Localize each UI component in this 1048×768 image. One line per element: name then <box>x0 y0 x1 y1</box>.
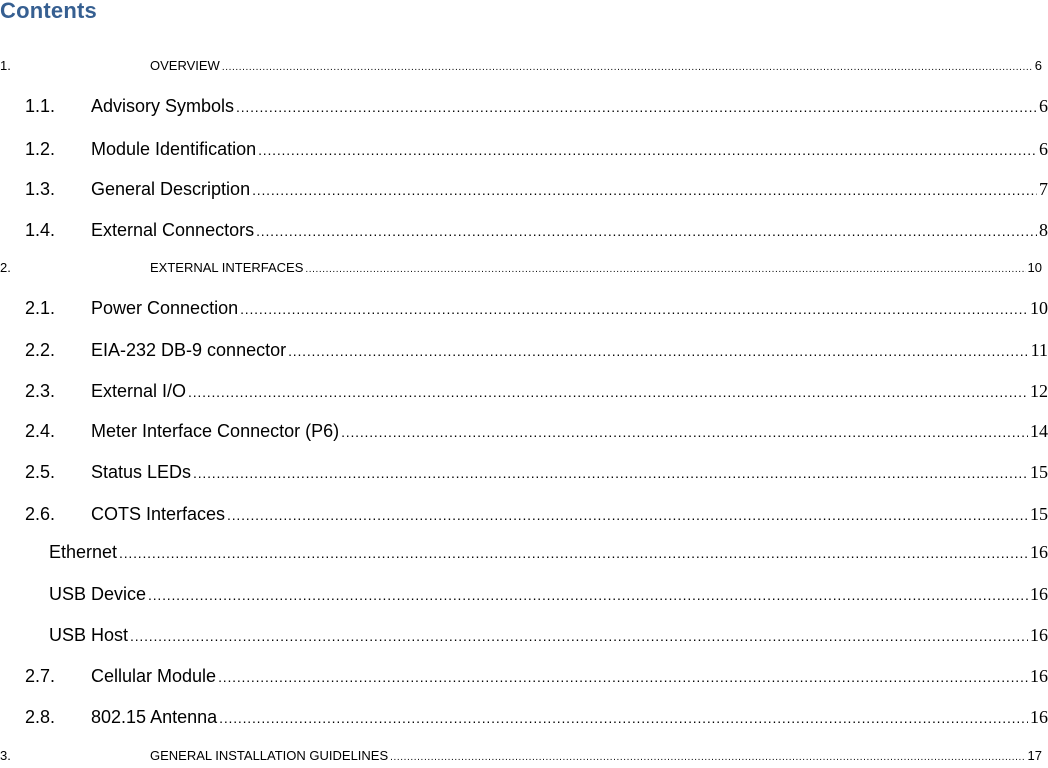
dot-leader <box>188 384 1028 400</box>
dot-leader <box>119 545 1028 561</box>
toc-entry-number: 2.3. <box>25 381 56 401</box>
dot-leader <box>252 182 1037 198</box>
toc-entry[interactable] <box>0 666 1048 692</box>
dot-leader <box>227 507 1028 523</box>
toc-entry-title: OVERVIEW <box>150 58 220 73</box>
toc-entry[interactable] <box>0 462 1048 488</box>
toc-entry-title: External I/O <box>91 381 187 401</box>
toc-entry-number: 1. <box>0 58 11 73</box>
toc-entry[interactable] <box>0 748 1048 768</box>
toc-entry-number: 2.4. <box>25 421 56 441</box>
toc-entry-page-number: 12 <box>1030 381 1048 401</box>
toc-entry[interactable] <box>0 707 1048 733</box>
toc-entry-title: General Description <box>91 179 251 199</box>
dot-leader <box>305 264 1025 275</box>
dot-leader <box>193 465 1028 481</box>
toc-entry[interactable] <box>0 542 1048 568</box>
toc-entry-title: 802.15 Antenna <box>91 707 218 727</box>
toc-entry-page-number: 17 <box>1027 748 1042 763</box>
toc-entry-title: Meter Interface Connector (P6) <box>91 421 340 441</box>
toc-entry[interactable] <box>0 139 1048 165</box>
toc-entry-number: 2.6. <box>25 504 56 524</box>
toc-entry-number: 2.7. <box>25 666 56 686</box>
toc-entry[interactable] <box>0 220 1048 246</box>
toc-entry-page-number: 6 <box>1039 96 1048 116</box>
dot-leader <box>236 99 1037 115</box>
toc-entry-page-number: 16 <box>1030 584 1048 604</box>
dot-leader <box>288 343 1029 359</box>
dot-leader <box>148 587 1028 603</box>
toc-entry-page-number: 6 <box>1039 139 1048 159</box>
toc-entry[interactable] <box>0 340 1048 366</box>
toc-entry[interactable] <box>0 179 1048 205</box>
toc-entry-number: 2.1. <box>25 298 56 318</box>
toc-entry-number: 3. <box>0 748 11 763</box>
toc-entry-title: USB Host <box>49 625 129 645</box>
toc-entry-title: USB Device <box>49 584 147 604</box>
toc-entry[interactable] <box>0 260 1048 280</box>
toc-entry-title: COTS Interfaces <box>91 504 226 524</box>
toc-entry-page-number: 11 <box>1030 340 1048 360</box>
toc-entry-title: Cellular Module <box>91 666 217 686</box>
toc-entry-title: External Connectors <box>91 220 255 240</box>
toc-entry-number: 1.4. <box>25 220 56 240</box>
toc-entry-page-number: 15 <box>1030 504 1048 524</box>
toc-heading: Contents <box>0 0 97 23</box>
toc-entry-title: EIA-232 DB-9 connector <box>91 340 287 360</box>
toc-entry[interactable] <box>0 381 1048 407</box>
toc-entry-number: 2.5. <box>25 462 56 482</box>
toc-entry-number: 1.3. <box>25 179 56 199</box>
toc-entry-number: 1.2. <box>25 139 56 159</box>
toc-entry-title: Power Connection <box>91 298 239 318</box>
toc-entry-page-number: 16 <box>1030 542 1048 562</box>
toc-entry[interactable] <box>0 584 1048 610</box>
toc-entry-page-number: 16 <box>1030 666 1048 686</box>
dot-leader <box>256 223 1037 239</box>
toc-entry[interactable] <box>0 421 1048 447</box>
toc-entry-title: EXTERNAL INTERFACES <box>150 260 304 275</box>
toc-entry-page-number: 16 <box>1030 707 1048 727</box>
dot-leader <box>240 301 1028 317</box>
toc-entry-page-number: 16 <box>1030 625 1048 645</box>
toc-entry[interactable] <box>0 504 1048 530</box>
toc-entry-page-number: 8 <box>1039 220 1048 240</box>
toc-entry-page-number: 10 <box>1027 260 1042 275</box>
dot-leader <box>219 710 1028 726</box>
toc-entry-number: 1.1. <box>25 96 56 116</box>
dot-leader <box>222 62 1033 73</box>
dot-leader <box>218 669 1028 685</box>
toc-entry-page-number: 6 <box>1034 58 1042 73</box>
toc-entry-number: 2. <box>0 260 11 275</box>
dot-leader <box>341 424 1028 440</box>
toc-entry-page-number: 7 <box>1039 179 1048 199</box>
toc-entry[interactable] <box>0 58 1048 78</box>
toc-entry[interactable] <box>0 96 1048 122</box>
toc-entry-title: Advisory Symbols <box>91 96 235 116</box>
dot-leader <box>390 752 1025 763</box>
toc-entry-page-number: 15 <box>1030 462 1048 482</box>
toc-entry-page-number: 14 <box>1030 421 1048 441</box>
dot-leader <box>130 628 1028 644</box>
toc-entry-title: Module Identification <box>91 139 257 159</box>
dot-leader <box>258 142 1037 158</box>
toc-entry[interactable] <box>0 298 1048 324</box>
toc-entry-number: 2.2. <box>25 340 56 360</box>
toc-entry-number: 2.8. <box>25 707 56 727</box>
toc-entry-page-number: 10 <box>1030 298 1048 318</box>
toc-entry-title: Ethernet <box>49 542 118 562</box>
toc-entry[interactable] <box>0 625 1048 651</box>
toc-entry-title: Status LEDs <box>91 462 192 482</box>
toc-entry-title: GENERAL INSTALLATION GUIDELINES <box>150 748 389 763</box>
